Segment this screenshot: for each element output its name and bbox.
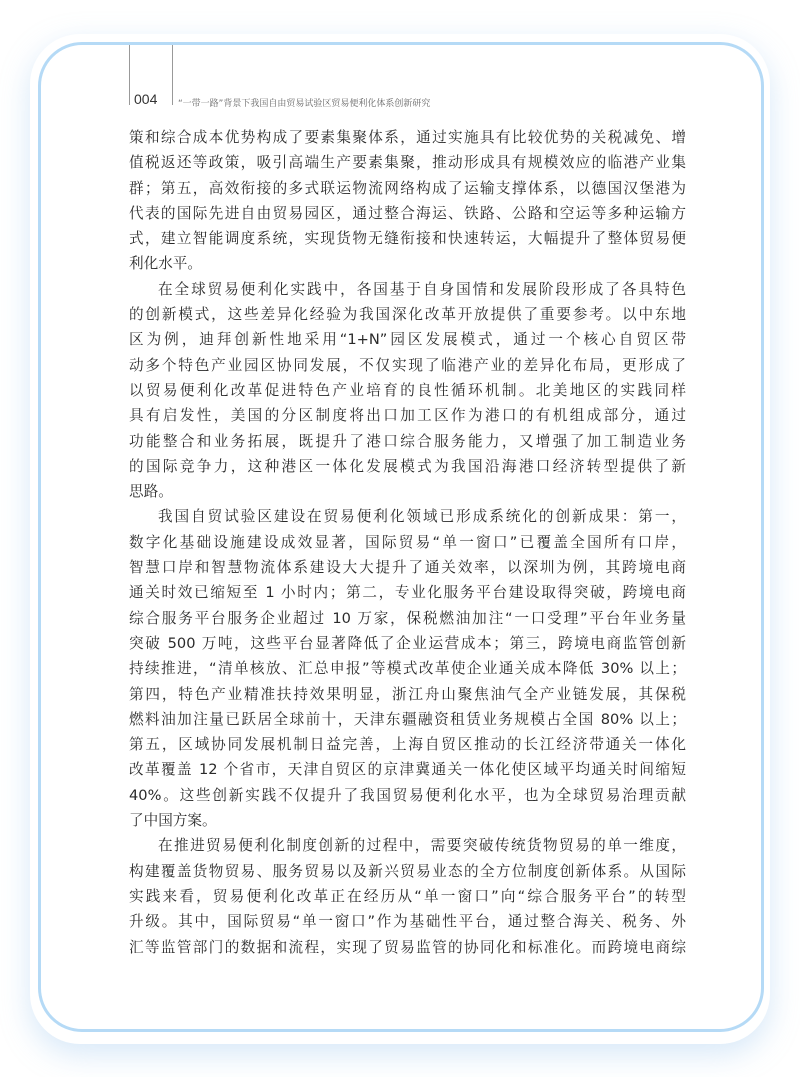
text-line: 构建覆盖货物贸易、服务贸易以及新兴贸易业态的全方位制度创新体系。从国际 <box>129 862 686 880</box>
text-line: 以贸易便利化改革促进特色产业培育的良性循环机制。北美地区的实践同样 <box>129 381 686 399</box>
book-page <box>38 42 764 1032</box>
text-line: 改革覆盖 12 个省市，天津自贸区的京津冀通关一体化使区域平均通关时间缩短 <box>129 761 686 779</box>
text-line: 区为例，迪拜创新性地采用“1+N”园区发展模式，通过一个核心自贸区带 <box>129 331 686 349</box>
text-line: 突破 500 万吨，这些平台显著降低了企业运营成本；第三，跨境电商监管创新 <box>129 634 686 652</box>
text-line: 策和综合成本优势构成了要素集聚体系，通过实施具有比较优势的关税减免、增 <box>129 129 686 146</box>
text-line: 升级。其中，国际贸易“单一窗口”作为基础性平台，通过整合海关、税务、外 <box>129 913 686 931</box>
text-line: 在推进贸易便利化制度创新的过程中，需要突破传统货物贸易的单一维度， <box>158 837 686 855</box>
text-line: 实践来看，贸易便利化改革正在经历从“单一窗口”向“综合服务平台”的转型 <box>129 887 686 905</box>
text-line: 在全球贸易便利化实践中，各国基于自身国情和发展阶段形成了各具特色 <box>158 280 686 298</box>
text-line: 思路。 <box>129 483 173 501</box>
page-number: 004 <box>134 91 158 107</box>
paragraph <box>129 833 686 959</box>
text-line: 第五，区域协同发展机制日益完善，上海自贸区推动的长江经济带通关一体化 <box>129 736 686 754</box>
text-line: 的创新模式，这些差异化经验为我国深化改革开放提供了重要参考。以中东地 <box>129 306 686 324</box>
text-line: 的国际竞争力，这种港区一体化发展模式为我国沿海港口经济转型提供了新 <box>129 457 686 475</box>
text-line: 利化水平。 <box>129 255 202 273</box>
text-line: 汇等监管部门的数据和流程，实现了贸易监管的协同化和标准化。而跨境电商综 <box>129 938 686 956</box>
text-line: 40%。这些创新实践不仅提升了我国贸易便利化水平，也为全球贸易治理贡献 <box>129 786 686 804</box>
text-line: 式，建立智能调度系统，实现货物无缝衔接和快速转运，大幅提升了整体贸易便 <box>129 230 686 248</box>
text-line: 了中国方案。 <box>129 812 217 830</box>
text-line: 持续推进，“清单核放、汇总申报”等模式改革使企业通关成本降低 30% 以上； <box>129 660 686 678</box>
text-line: 通关时效已缩短至 1 小时内；第二，专业化服务平台建设取得突破，跨境电商 <box>129 584 686 602</box>
text-line: 动多个特色产业园区协同发展，不仅实现了临港产业的差异化布局，更形成了 <box>129 356 686 374</box>
text-line: 功能整合和业务拓展，既提升了港口综合服务能力，又增强了加工制造业务 <box>129 432 686 450</box>
text-line: 第四，特色产业精准扶持效果明显，浙江舟山聚焦油气全产业链发展，其保税 <box>129 685 686 703</box>
header-rule-right <box>172 45 173 105</box>
text-line: 值税返还等政策，吸引高端生产要素集聚，推动形成具有规模效应的临港产业集 <box>129 154 686 172</box>
text-line: 具有启发性，美国的分区制度将出口加工区作为港口的有机组成部分，通过 <box>129 407 686 425</box>
paragraph <box>129 125 686 277</box>
header-rule-left <box>129 45 130 105</box>
text-line: 综合服务平台服务企业超过 10 万家，保税燃油加注“一口受理”平台年业务量 <box>129 609 686 627</box>
text-line: 群；第五，高效衔接的多式联运物流网络构成了运输支撑体系，以德国汉堡港为 <box>129 179 686 197</box>
text-line: 我国自贸试验区建设在贸易便利化领域已形成系统化的创新成果：第一， <box>158 508 686 526</box>
body-text <box>129 125 686 960</box>
paragraph <box>129 504 686 833</box>
text-line: 代表的国际先进自由贸易园区，通过整合海运、铁路、公路和空运等多种运输方 <box>129 204 686 222</box>
text-line: 智慧口岸和智慧物流体系建设大大提升了通关效率，以深圳为例，其跨境电商 <box>129 559 686 577</box>
running-title: “一带一路”背景下我国自由贸易试验区贸易便利化体系创新研究 <box>178 99 431 109</box>
text-line: 数字化基础设施建设成效显著，国际贸易“单一窗口”已覆盖全国所有口岸， <box>129 533 686 551</box>
text-line: 燃料油加注量已跃居全球前十，天津东疆融资租赁业务规模占全国 80% 以上； <box>129 710 686 728</box>
paragraph <box>129 277 686 505</box>
